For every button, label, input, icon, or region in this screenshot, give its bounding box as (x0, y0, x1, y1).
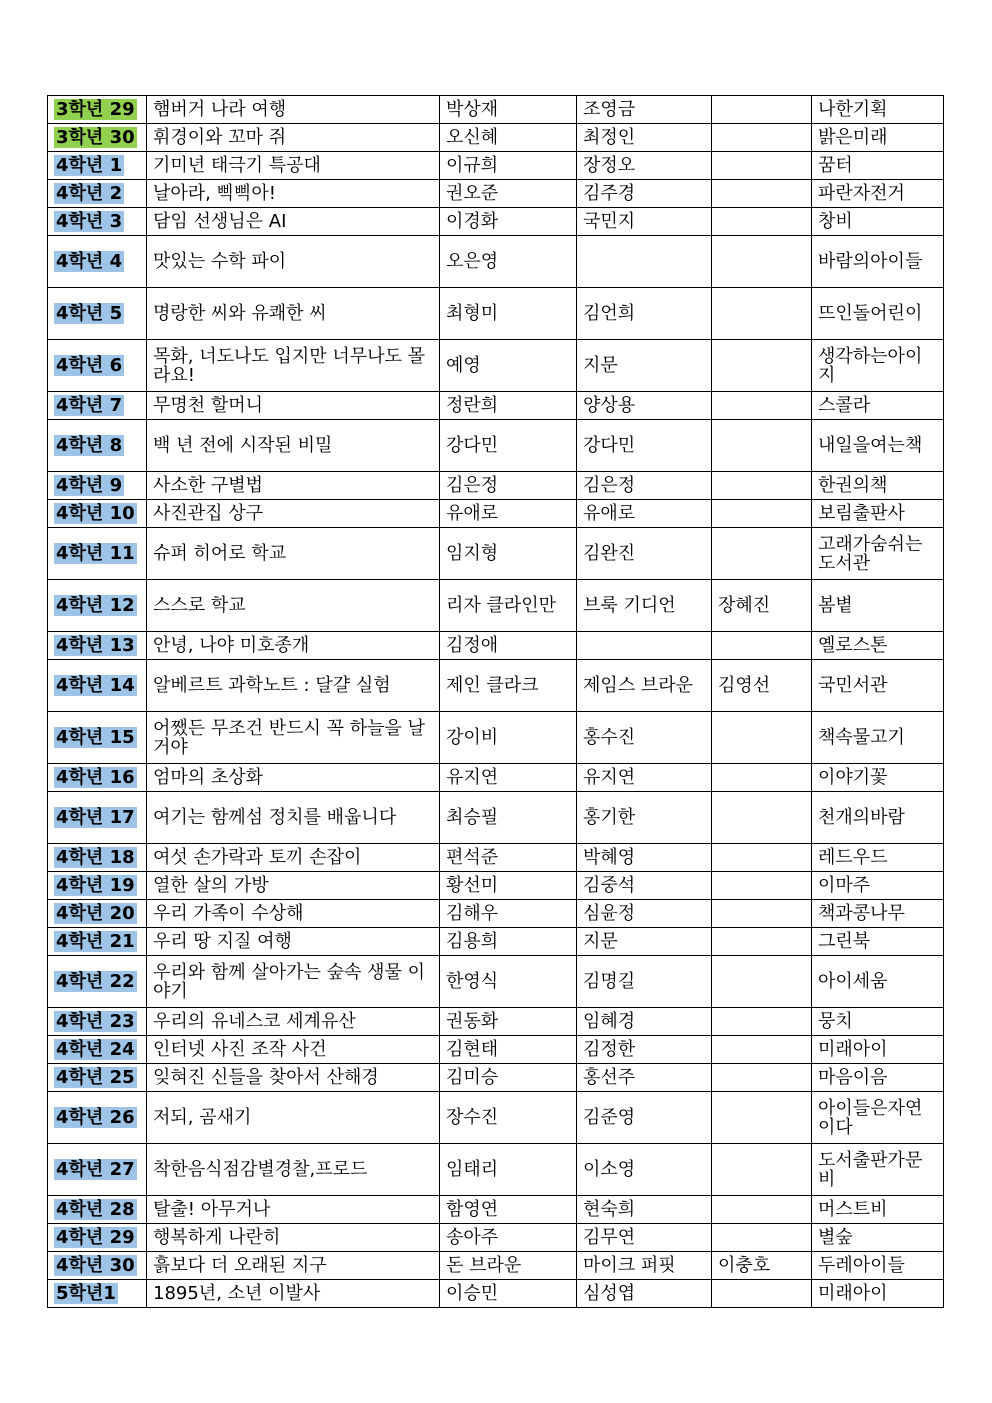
illustrator-cell: 김준영 (577, 1092, 712, 1144)
table-row (48, 500, 944, 528)
illustrator-cell: 지문 (577, 340, 712, 392)
grade-label: 4학년 5 (56, 303, 123, 324)
translator-cell (712, 764, 812, 792)
table-row (48, 1144, 944, 1196)
author-cell: 송아주 (440, 1224, 577, 1252)
table-row (48, 928, 944, 956)
publisher-cell: 이야기꽃 (812, 764, 944, 792)
illustrator-cell: 김완진 (577, 528, 712, 580)
grade-label: 4학년 1 (56, 155, 123, 176)
grade-cell (48, 420, 147, 472)
illustrator-cell: 양상용 (577, 392, 712, 420)
translator-cell (712, 1036, 812, 1064)
grade-cell (48, 208, 147, 236)
translator-cell (712, 420, 812, 472)
illustrator-cell: 지문 (577, 928, 712, 956)
illustrator-cell: 임혜경 (577, 1008, 712, 1036)
grade-cell (48, 956, 147, 1008)
author-cell: 김미승 (440, 1064, 577, 1092)
grade-label: 4학년 18 (56, 847, 135, 868)
grade-label: 4학년 2 (56, 183, 123, 204)
translator-cell: 김영선 (712, 660, 812, 712)
publisher-cell: 창비 (812, 208, 944, 236)
book-title-cell: 잊혀진 신들을 찾아서 산해경 (147, 1064, 440, 1092)
grade-cell (48, 1252, 147, 1280)
illustrator-cell: 최정인 (577, 124, 712, 152)
publisher-cell: 봄볕 (812, 580, 944, 632)
author-cell: 유지연 (440, 764, 577, 792)
translator-cell (712, 712, 812, 764)
table-row (48, 1092, 944, 1144)
translator-cell (712, 900, 812, 928)
book-title-cell: 기미년 태극기 특공대 (147, 152, 440, 180)
table-row (48, 1280, 944, 1308)
table-row (48, 1008, 944, 1036)
illustrator-cell (577, 632, 712, 660)
table-row (48, 956, 944, 1008)
publisher-cell: 한권의책 (812, 472, 944, 500)
grade-cell (48, 844, 147, 872)
table-row (48, 1036, 944, 1064)
grade-label: 4학년 24 (56, 1039, 135, 1060)
grade-cell (48, 96, 147, 124)
table-row (48, 660, 944, 712)
table-row (48, 124, 944, 152)
book-title-cell: 흙보다 더 오래된 지구 (147, 1252, 440, 1280)
translator-cell (712, 180, 812, 208)
table-row (48, 872, 944, 900)
grade-label: 3학년 29 (56, 99, 135, 120)
translator-cell (712, 792, 812, 844)
book-title-cell: 햄버거 나라 여행 (147, 96, 440, 124)
grade-cell (48, 1008, 147, 1036)
translator-cell (712, 472, 812, 500)
translator-cell (712, 528, 812, 580)
book-title-cell: 알베르트 과학노트 : 달걀 실험 (147, 660, 440, 712)
table-row (48, 1252, 944, 1280)
illustrator-cell: 마이크 퍼핏 (577, 1252, 712, 1280)
author-cell: 김은정 (440, 472, 577, 500)
table-row (48, 236, 944, 288)
table-row (48, 1224, 944, 1252)
author-cell: 박상재 (440, 96, 577, 124)
illustrator-cell: 김언희 (577, 288, 712, 340)
translator-cell (712, 152, 812, 180)
grade-cell (48, 124, 147, 152)
book-title-cell: 여섯 손가락과 토끼 손잡이 (147, 844, 440, 872)
grade-cell (48, 900, 147, 928)
author-cell: 김해우 (440, 900, 577, 928)
publisher-cell: 아이세움 (812, 956, 944, 1008)
translator-cell (712, 1144, 812, 1196)
author-cell: 권오준 (440, 180, 577, 208)
publisher-cell: 아이들은자연이다 (812, 1092, 944, 1144)
illustrator-cell: 국민지 (577, 208, 712, 236)
illustrator-cell: 브룩 기디언 (577, 580, 712, 632)
publisher-cell: 내일을여는책 (812, 420, 944, 472)
publisher-cell: 머스트비 (812, 1196, 944, 1224)
illustrator-cell: 현숙희 (577, 1196, 712, 1224)
grade-label: 3학년 30 (56, 127, 135, 148)
book-title-cell: 우리 땅 지질 여행 (147, 928, 440, 956)
table-row (48, 288, 944, 340)
translator-cell (712, 872, 812, 900)
illustrator-cell: 김명길 (577, 956, 712, 1008)
grade-cell (48, 180, 147, 208)
table-row (48, 528, 944, 580)
book-list-body (48, 96, 944, 1308)
grade-cell (48, 712, 147, 764)
grade-cell (48, 1064, 147, 1092)
grade-cell (48, 500, 147, 528)
book-title-cell: 담임 선생님은 AI (147, 208, 440, 236)
book-title-cell: 안녕, 나야 미호종개 (147, 632, 440, 660)
book-title-cell: 열한 살의 가방 (147, 872, 440, 900)
translator-cell (712, 1224, 812, 1252)
publisher-cell: 두레아이들 (812, 1252, 944, 1280)
grade-label: 4학년 25 (56, 1067, 135, 1088)
author-cell: 이경화 (440, 208, 577, 236)
grade-cell (48, 1196, 147, 1224)
translator-cell (712, 288, 812, 340)
book-title-cell: 우리 가족이 수상해 (147, 900, 440, 928)
illustrator-cell: 김주경 (577, 180, 712, 208)
book-title-cell: 슈퍼 히어로 학교 (147, 528, 440, 580)
illustrator-cell: 박혜영 (577, 844, 712, 872)
book-title-cell: 목화, 너도나도 입지만 너무나도 몰라요! (147, 340, 440, 392)
publisher-cell: 나한기획 (812, 96, 944, 124)
book-title-cell: 어쨌든 무조건 반드시 꼭 하늘을 날 거야 (147, 712, 440, 764)
grade-label: 4학년 16 (56, 767, 135, 788)
table-row (48, 764, 944, 792)
translator-cell (712, 236, 812, 288)
publisher-cell: 미래아이 (812, 1280, 944, 1308)
illustrator-cell: 조영금 (577, 96, 712, 124)
table-row (48, 900, 944, 928)
grade-cell (48, 152, 147, 180)
publisher-cell: 스콜라 (812, 392, 944, 420)
grade-cell (48, 660, 147, 712)
illustrator-cell: 김무연 (577, 1224, 712, 1252)
grade-label: 4학년 30 (56, 1255, 135, 1276)
author-cell: 이승민 (440, 1280, 577, 1308)
publisher-cell: 생각하는아이지 (812, 340, 944, 392)
grade-label: 4학년 8 (56, 435, 123, 456)
table-row (48, 844, 944, 872)
illustrator-cell: 홍기한 (577, 792, 712, 844)
translator-cell (712, 500, 812, 528)
grade-cell (48, 1224, 147, 1252)
translator-cell (712, 1092, 812, 1144)
book-title-cell: 엄마의 초상화 (147, 764, 440, 792)
publisher-cell: 도서출판가문비 (812, 1144, 944, 1196)
book-title-cell: 스스로 학교 (147, 580, 440, 632)
grade-cell (48, 632, 147, 660)
book-title-cell: 착한음식점감별경찰,프로드 (147, 1144, 440, 1196)
book-title-cell: 휘경이와 꼬마 쥐 (147, 124, 440, 152)
table-row (48, 340, 944, 392)
publisher-cell: 미래아이 (812, 1036, 944, 1064)
author-cell: 황선미 (440, 872, 577, 900)
grade-cell (48, 580, 147, 632)
grade-cell (48, 288, 147, 340)
translator-cell (712, 956, 812, 1008)
author-cell: 최형미 (440, 288, 577, 340)
grade-label: 4학년 27 (56, 1159, 135, 1180)
author-cell: 편석준 (440, 844, 577, 872)
grade-label: 4학년 26 (56, 1107, 135, 1128)
grade-cell (48, 1036, 147, 1064)
translator-cell (712, 392, 812, 420)
grade-label: 4학년 19 (56, 875, 135, 896)
author-cell: 장수진 (440, 1092, 577, 1144)
illustrator-cell: 심윤정 (577, 900, 712, 928)
grade-label: 4학년 23 (56, 1011, 135, 1032)
grade-label: 4학년 10 (56, 503, 135, 524)
book-title-cell: 백 년 전에 시작된 비밀 (147, 420, 440, 472)
illustrator-cell: 유애로 (577, 500, 712, 528)
translator-cell (712, 1196, 812, 1224)
publisher-cell: 책과콩나무 (812, 900, 944, 928)
book-title-cell: 무명천 할머니 (147, 392, 440, 420)
author-cell: 강다민 (440, 420, 577, 472)
publisher-cell: 책속물고기 (812, 712, 944, 764)
author-cell: 제인 클라크 (440, 660, 577, 712)
translator-cell (712, 124, 812, 152)
grade-label: 4학년 20 (56, 903, 135, 924)
publisher-cell: 뭉치 (812, 1008, 944, 1036)
table-row (48, 152, 944, 180)
publisher-cell: 밝은미래 (812, 124, 944, 152)
illustrator-cell (577, 236, 712, 288)
grade-cell (48, 792, 147, 844)
publisher-cell: 그린북 (812, 928, 944, 956)
illustrator-cell: 홍수진 (577, 712, 712, 764)
author-cell: 오신혜 (440, 124, 577, 152)
grade-cell (48, 928, 147, 956)
translator-cell (712, 1280, 812, 1308)
grade-label: 4학년 3 (56, 211, 123, 232)
publisher-cell: 뜨인돌어린이 (812, 288, 944, 340)
author-cell: 정란희 (440, 392, 577, 420)
translator-cell (712, 96, 812, 124)
publisher-cell: 천개의바람 (812, 792, 944, 844)
grade-cell (48, 340, 147, 392)
grade-label: 4학년 29 (56, 1227, 135, 1248)
grade-cell (48, 1280, 147, 1308)
book-title-cell: 사진관집 상구 (147, 500, 440, 528)
book-title-cell: 날아라, 삑삑아! (147, 180, 440, 208)
table-row (48, 420, 944, 472)
book-title-cell: 사소한 구별법 (147, 472, 440, 500)
grade-label: 4학년 14 (56, 675, 135, 696)
translator-cell: 장혜진 (712, 580, 812, 632)
publisher-cell: 별숲 (812, 1224, 944, 1252)
author-cell: 강이비 (440, 712, 577, 764)
grade-cell (48, 236, 147, 288)
grade-label: 4학년 4 (56, 251, 123, 272)
publisher-cell: 국민서관 (812, 660, 944, 712)
grade-cell (48, 1144, 147, 1196)
grade-label: 4학년 28 (56, 1199, 135, 1220)
grade-cell (48, 528, 147, 580)
translator-cell (712, 1064, 812, 1092)
table-row (48, 180, 944, 208)
author-cell: 임태리 (440, 1144, 577, 1196)
grade-label: 5학년1 (56, 1283, 116, 1304)
publisher-cell: 파란자전거 (812, 180, 944, 208)
illustrator-cell: 장정오 (577, 152, 712, 180)
grade-label: 4학년 11 (56, 543, 135, 564)
author-cell: 유애로 (440, 500, 577, 528)
translator-cell (712, 928, 812, 956)
grade-cell (48, 872, 147, 900)
author-cell: 김용희 (440, 928, 577, 956)
publisher-cell: 보림출판사 (812, 500, 944, 528)
grade-cell (48, 764, 147, 792)
grade-label: 4학년 22 (56, 971, 135, 992)
book-title-cell: 1895년, 소년 이발사 (147, 1280, 440, 1308)
illustrator-cell: 김은정 (577, 472, 712, 500)
table-row (48, 632, 944, 660)
table-row (48, 392, 944, 420)
publisher-cell: 레드우드 (812, 844, 944, 872)
publisher-cell: 꿈터 (812, 152, 944, 180)
book-title-cell: 우리의 유네스코 세계유산 (147, 1008, 440, 1036)
publisher-cell: 이마주 (812, 872, 944, 900)
translator-cell (712, 844, 812, 872)
illustrator-cell: 이소영 (577, 1144, 712, 1196)
grade-cell (48, 472, 147, 500)
illustrator-cell: 강다민 (577, 420, 712, 472)
illustrator-cell: 제임스 브라운 (577, 660, 712, 712)
grade-label: 4학년 13 (56, 635, 135, 656)
author-cell: 김정애 (440, 632, 577, 660)
author-cell: 함영연 (440, 1196, 577, 1224)
author-cell: 오은영 (440, 236, 577, 288)
table-row (48, 472, 944, 500)
book-list-table (47, 95, 944, 1308)
book-title-cell: 탈출! 아무거나 (147, 1196, 440, 1224)
book-title-cell: 명랑한 씨와 유쾌한 씨 (147, 288, 440, 340)
translator-cell (712, 208, 812, 236)
publisher-cell: 옐로스톤 (812, 632, 944, 660)
translator-cell (712, 632, 812, 660)
table-row (48, 1196, 944, 1224)
author-cell: 리자 클라인만 (440, 580, 577, 632)
translator-cell (712, 1008, 812, 1036)
illustrator-cell: 심성엽 (577, 1280, 712, 1308)
author-cell: 권동화 (440, 1008, 577, 1036)
author-cell: 예영 (440, 340, 577, 392)
table-row (48, 712, 944, 764)
illustrator-cell: 김정한 (577, 1036, 712, 1064)
book-title-cell: 여기는 함께섬 정치를 배웁니다 (147, 792, 440, 844)
author-cell: 돈 브라운 (440, 1252, 577, 1280)
author-cell: 한영식 (440, 956, 577, 1008)
author-cell: 임지형 (440, 528, 577, 580)
book-title-cell: 인터넷 사진 조작 사건 (147, 1036, 440, 1064)
grade-label: 4학년 21 (56, 931, 135, 952)
table-row (48, 580, 944, 632)
illustrator-cell: 유지연 (577, 764, 712, 792)
grade-label: 4학년 12 (56, 595, 135, 616)
book-title-cell: 우리와 함께 살아가는 숲속 생물 이야기 (147, 956, 440, 1008)
book-title-cell: 저되, 곰새기 (147, 1092, 440, 1144)
grade-label: 4학년 17 (56, 807, 135, 828)
table-row (48, 1064, 944, 1092)
table-row (48, 96, 944, 124)
translator-cell: 이충호 (712, 1252, 812, 1280)
publisher-cell: 바람의아이들 (812, 236, 944, 288)
translator-cell (712, 340, 812, 392)
book-title-cell: 맛있는 수학 파이 (147, 236, 440, 288)
table-row (48, 208, 944, 236)
grade-cell (48, 1092, 147, 1144)
author-cell: 이규희 (440, 152, 577, 180)
grade-label: 4학년 15 (56, 727, 135, 748)
grade-label: 4학년 6 (56, 355, 123, 376)
grade-cell (48, 392, 147, 420)
publisher-cell: 마음이음 (812, 1064, 944, 1092)
grade-label: 4학년 7 (56, 395, 123, 416)
author-cell: 김현태 (440, 1036, 577, 1064)
publisher-cell: 고래가숨쉬는도서관 (812, 528, 944, 580)
illustrator-cell: 홍선주 (577, 1064, 712, 1092)
illustrator-cell: 김중석 (577, 872, 712, 900)
grade-label: 4학년 9 (56, 475, 123, 496)
author-cell: 최승필 (440, 792, 577, 844)
book-title-cell: 행복하게 나란히 (147, 1224, 440, 1252)
table-row (48, 792, 944, 844)
